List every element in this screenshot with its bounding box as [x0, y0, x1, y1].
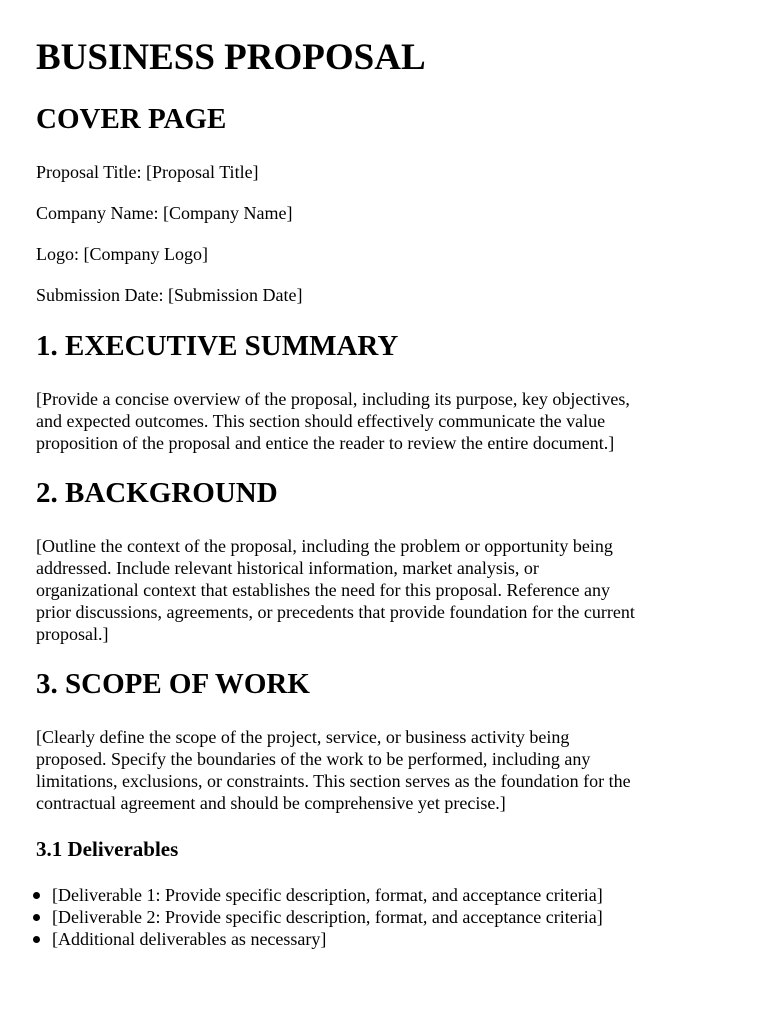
text-line: and expected outcomes. This section should effectively communicate the value [36, 411, 606, 431]
document-title: BUSINESS PROPOSAL [36, 37, 426, 78]
text-line: organizational context that establishes the need for this proposal. Reference any [36, 580, 610, 600]
background-heading: 2. BACKGROUND [36, 477, 278, 509]
text-line: proposed. Specify the boundaries of the work to be performed, including any [36, 749, 591, 769]
executive-summary-text [36, 388, 731, 454]
bullet-icon [33, 914, 40, 921]
cover-page-heading: COVER PAGE [36, 103, 227, 135]
company-name-field: Company Name: [Company Name] [36, 203, 293, 223]
list-item-text: [Deliverable 2: Provide specific description, format, and acceptance criteria] [52, 907, 603, 927]
scope-of-work-text [36, 726, 731, 814]
list-item [52, 906, 603, 928]
list-item [52, 928, 603, 950]
text-line: [Provide a concise overview of the proposal, including its purpose, key objectives, [36, 389, 630, 409]
deliverables-heading: 3.1 Deliverables [36, 837, 179, 861]
text-line: prior discussions, agreements, or precedents that provide foundation for the current [36, 602, 635, 622]
proposal-title-field: Proposal Title: [Proposal Title] [36, 162, 259, 182]
text-line: [Clearly define the scope of the project, service, or business activity being [36, 727, 570, 747]
list-item-text: [Additional deliverables as necessary] [52, 929, 327, 949]
executive-summary-heading: 1. EXECUTIVE SUMMARY [36, 330, 399, 362]
text-line: contractual agreement and should be comprehensive yet precise.] [36, 793, 506, 813]
text-line: [Outline the context of the proposal, including the problem or opportunity being [36, 536, 613, 556]
list-item-text: [Deliverable 1: Provide specific description, format, and acceptance criteria] [52, 885, 603, 905]
text-line: limitations, exclusions, or constraints. This section serves as the foundation for the [36, 771, 631, 791]
bullet-icon [33, 892, 40, 899]
logo-field: Logo: [Company Logo] [36, 244, 208, 264]
text-line: proposition of the proposal and entice the reader to review the entire document.] [36, 433, 615, 453]
bullet-icon [33, 936, 40, 943]
deliverables-list [0, 884, 603, 950]
submission-date-field: Submission Date: [Submission Date] [36, 285, 303, 305]
list-item [52, 884, 603, 906]
scope-of-work-heading: 3. SCOPE OF WORK [36, 668, 310, 700]
text-line: proposal.] [36, 624, 109, 644]
text-line: addressed. Include relevant historical information, market analysis, or [36, 558, 539, 578]
background-text [36, 535, 731, 645]
